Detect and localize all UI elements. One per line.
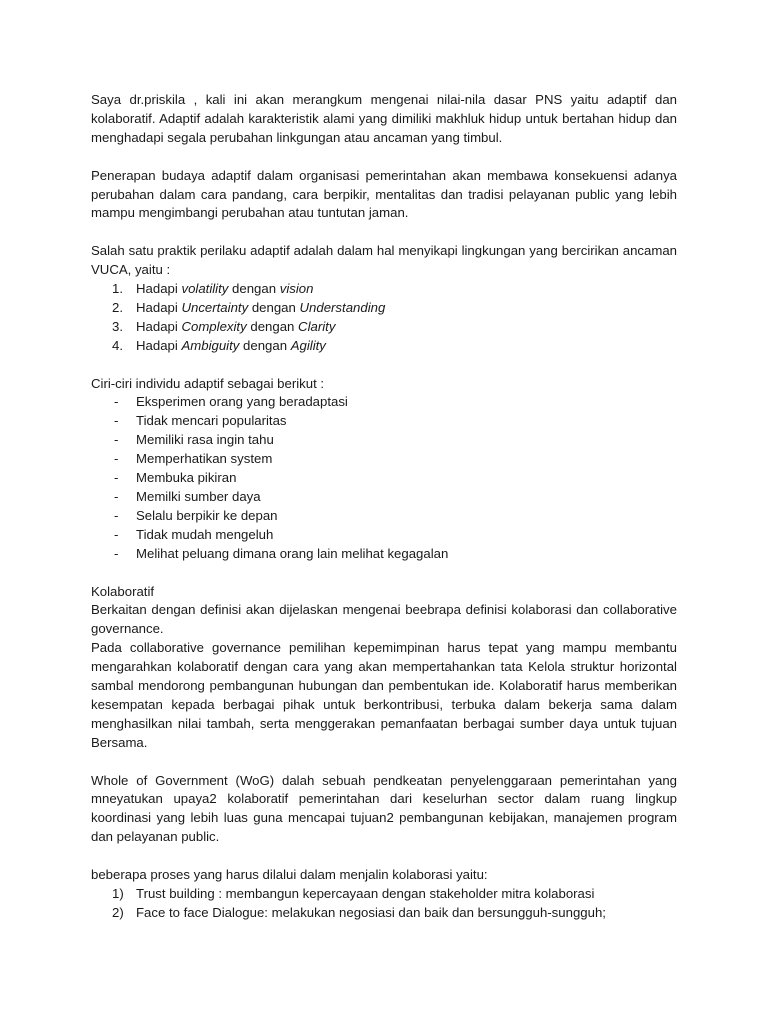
dash-marker: - — [114, 526, 119, 542]
list-item — [91, 412, 677, 431]
list-text: dengan — [228, 281, 280, 297]
list-text: Memilki sumber daya — [136, 488, 261, 504]
list-text: Tidak mencari popularitas — [136, 413, 287, 429]
list-item — [91, 545, 677, 564]
dash-marker: - — [114, 413, 119, 429]
list-item — [91, 526, 677, 545]
list-text: dengan — [239, 337, 291, 353]
list-item — [91, 904, 677, 923]
dash-marker: - — [114, 507, 119, 523]
list-number: 1. — [112, 281, 123, 297]
list-text-italic: Understanding — [299, 299, 386, 315]
list-text: Hadapi — [136, 337, 182, 353]
list-number: 3. — [112, 318, 123, 334]
list-text: Selalu berpikir ke depan — [136, 507, 278, 523]
list-text-italic: Ambiguity — [181, 337, 240, 353]
intro-paragraph-2: Penerapan budaya adaptif dalam organisasi pemerintahan akan membawa konsekuensi adanya perubahan dalam cara pandang, cara berpikir, mentalitas dan tradisi pelayanan public yang lebih mampu mengimbangi perubahan atau tuntutan jaman. — [91, 167, 677, 221]
ciri-list — [91, 393, 677, 563]
list-number: 2. — [112, 299, 123, 315]
list-item — [91, 318, 677, 337]
list-number: 4. — [112, 337, 123, 353]
list-text: dengan — [246, 318, 299, 334]
list-text: Hadapi — [136, 281, 182, 297]
kolaboratif-paragraph-2: Pada collaborative governance pemilihan kepemimpinan harus tepat yang mampu membantu mengarahkan kolaboratif dengan cara yang akan mempertahankan tata Kelola struktur horizontal sambal mendorong pembangunan hubungan dan pembentukan ide. Kolaboratif harus memberikan kesempatan kepada berbagai pihak untuk berkontribusi, terbuka dalam bekerja sama dalam menghasilkan nilai tambah, serta menggerakan pemanfaatan berbagai sumber daya untuk tujuan Bersama. — [91, 640, 677, 750]
intro-paragraph-1: Saya dr.priskila , kali ini akan merangkum mengenai nilai-nila dasar PNS yaitu adaptif dan kolaboratif. Adaptif adalah karakteristik alami yang dimiliki makhluk hidup untuk bertahan hidup dan menghadapi segala perubahan linkgungan atau ancaman yang timbul. — [91, 92, 677, 145]
list-text-italic: Complexity — [181, 318, 247, 334]
process-intro: beberapa proses yang harus dilalui dalam menjalin kolaborasi yaitu: — [91, 867, 488, 883]
vuca-list — [91, 280, 677, 356]
list-text: Memperhatikan system — [136, 451, 273, 467]
list-text-italic: Clarity — [298, 318, 336, 334]
list-item — [91, 280, 677, 299]
process-list — [91, 885, 677, 923]
list-text: Eksperimen orang yang beradaptasi — [136, 394, 348, 410]
list-text-italic: volatility — [181, 281, 229, 297]
list-text: Hadapi — [136, 299, 182, 315]
list-item — [91, 337, 677, 356]
list-text: dengan — [248, 299, 300, 315]
intro-paragraph-3: Salah satu praktik perilaku adaptif adalah dalam hal menyikapi lingkungan yang bercirikan ancaman VUCA, yaitu : — [91, 243, 677, 278]
wog-paragraph: Whole of Government (WoG) dalah sebuah pendkeatan penyelenggaraan pemerintahan yang mneyatukan upaya2 kolaboratif pemerintahan dari keselurhan sector dalam ruang lingkup koordinasi yang lebih luas guna mencapai tujuan2 pembangunan kebijakan, manajemen program dan pelayanan public. — [91, 772, 677, 845]
dash-marker: - — [114, 545, 119, 561]
list-item — [91, 469, 677, 488]
list-text: Membuka pikiran — [136, 470, 237, 486]
list-item — [91, 885, 677, 904]
list-item — [91, 393, 677, 412]
list-item — [91, 431, 677, 450]
list-text: Hadapi — [136, 318, 182, 334]
section-heading-kolaboratif: Kolaboratif — [91, 583, 155, 599]
dash-marker: - — [114, 470, 119, 486]
dash-marker: - — [114, 394, 119, 410]
document-page — [91, 91, 677, 923]
list-text: Trust building : membangun kepercayaan dengan stakeholder mitra kolaborasi — [136, 885, 595, 901]
list-item — [91, 450, 677, 469]
list-text: Tidak mudah mengeluh — [136, 526, 274, 542]
list-text: Memiliki rasa ingin tahu — [136, 432, 274, 448]
dash-marker: - — [114, 432, 119, 448]
list-text-italic: vision — [279, 281, 314, 297]
list-item — [91, 507, 677, 526]
list-item — [91, 488, 677, 507]
list-number: 1) — [112, 885, 124, 901]
list-item — [91, 299, 677, 318]
kolaboratif-paragraph-1: Berkaitan dengan definisi akan dijelaskan mengenai beebrapa definisi kolaborasi dan collaborative governance. — [91, 602, 677, 637]
dash-marker: - — [114, 451, 119, 467]
dash-marker: - — [114, 488, 119, 504]
ciri-title: Ciri-ciri individu adaptif sebagai berikut : — [91, 375, 325, 391]
list-text-italic: Uncertainty — [181, 299, 249, 315]
list-text: Melihat peluang dimana orang lain melihat kegagalan — [136, 545, 449, 561]
list-number: 2) — [112, 904, 124, 920]
list-text-italic: Agility — [290, 337, 326, 353]
list-text: Face to face Dialogue: melakukan negosiasi dan baik dan bersungguh-sungguh; — [136, 904, 606, 920]
